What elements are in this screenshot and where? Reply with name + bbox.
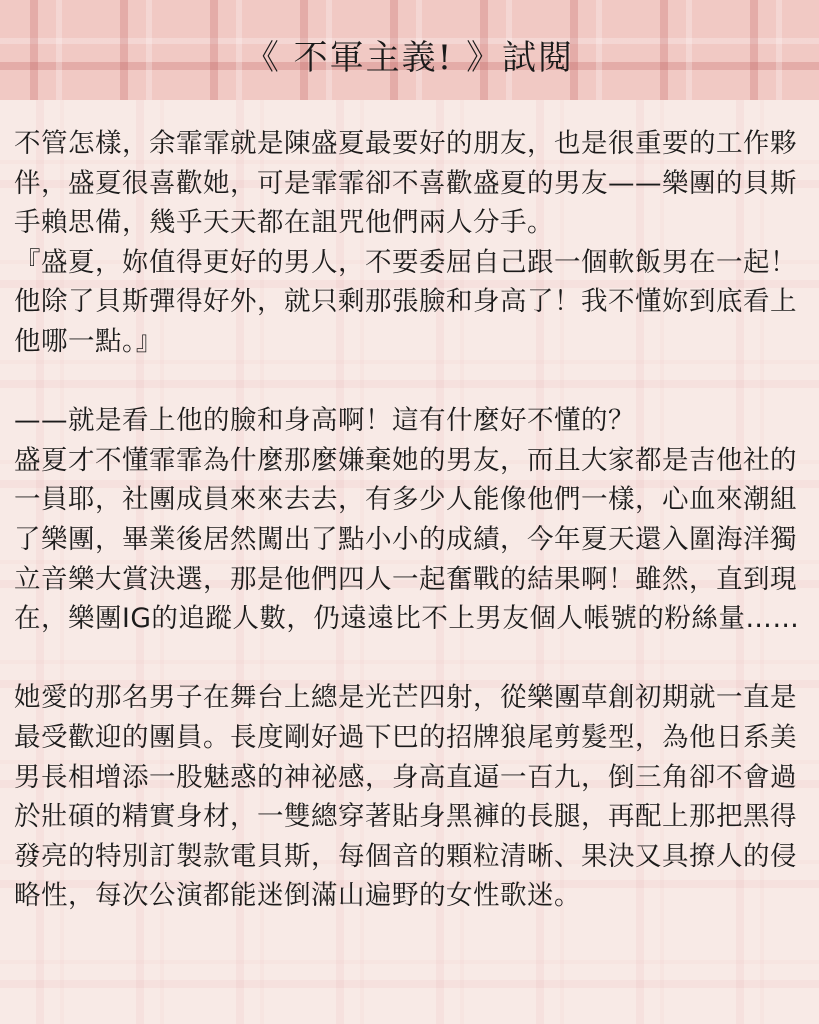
paragraph-4: 盛夏才不懂霏霏為什麼那麼嫌棄她的男友，而且大家都是吉他社的一員耶，社團成員來來去去，有多少人能像他們一樣，心血來潮組了樂團，畢業後居然闖出了點小小的成績，今年夏天還入圍海洋獨立音樂大賞決選，那是他們四人一起奮戰的結果啊！雖然，直到現在，樂團IG的追蹤人數，仍遠遠比不上男友個人帳號的粉絲量…… [14, 444, 800, 635]
page-title: 《 不軍主義! 》試閱 [244, 38, 575, 78]
paragraph-3: ——就是看上他的臉和身高啊！這有什麼好不懂的？ [14, 405, 635, 437]
paragraph-5: 她愛的那名男子在舞台上總是光芒四射，從樂團草創初期就一直是最受歡迎的團員。長度剛好過下巴的招牌狼尾剪髮型，為他日系美男長相增添一股魅惑的神祕感，身高直逼一百九，倒三角卻不會過於壯碩的精實身材，一雙總穿著貼身黑褲的長腿，再配上那把黑得發亮的特別訂製款電貝斯，每個音的顆粒清晰、果決又具撩人的侵略性，每次公演都能迷倒滿山遍野的女性歌迷。 [14, 682, 797, 912]
paragraph-1: 不管怎樣，余霏霏就是陳盛夏最要好的朋友，也是很重要的工作夥伴，盛夏很喜歡她，可是霏霏卻不喜歡盛夏的男友——樂團的貝斯手賴思備，幾乎天天都在詛咒他們兩人分手。 [14, 128, 797, 239]
paragraph-2: 『盛夏，妳值得更好的男人，不要委屈自己跟一個軟飯男在一起！他除了貝斯彈得好外，就只剩那張臉和身高了！我不懂妳到底看上他哪一點。』 [14, 246, 797, 357]
header-banner [0, 0, 819, 100]
paragraph-spacer [14, 362, 810, 402]
excerpt-body [14, 124, 810, 916]
paragraph-spacer [14, 639, 810, 679]
